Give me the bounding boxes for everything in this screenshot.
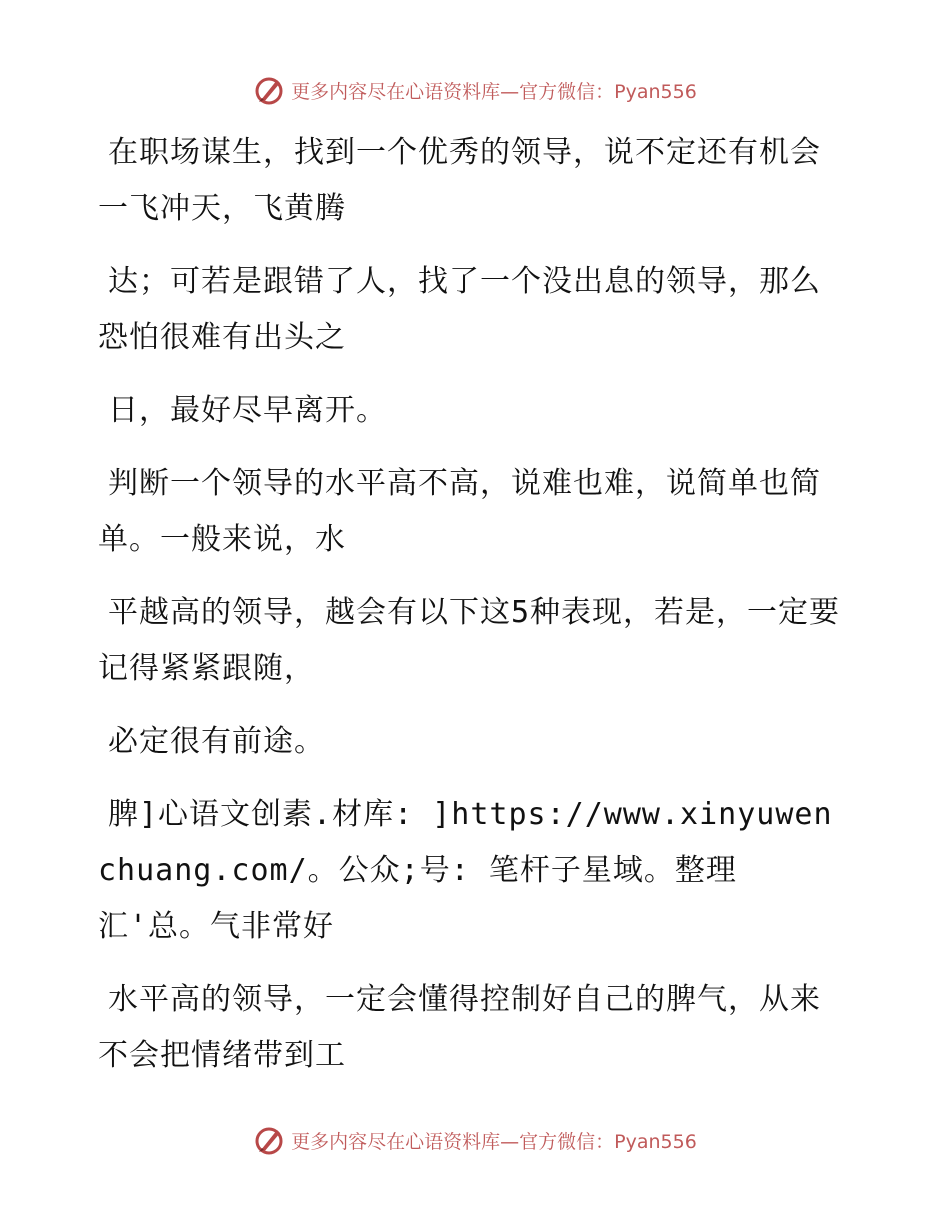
paragraph: 在职场谋生，找到一个优秀的领导，说不定还有机会一飞冲天，飞黄腾 [98,135,821,226]
paragraph: 判断一个领导的水平高不高，说难也难，说简单也简单。一般来说，水 [98,466,821,557]
paragraph-watermark-text: 脾]心语文创素.材库: ]https://www.xinyuwenchuang.com/。公众;号: 笔杆子星域。整理汇'总。气非常好 [98,797,833,944]
footer-banner-text: 更多内容尽在心语资料库—官方微信：Pyan556 [291,1130,697,1153]
paragraph: 必定很有前途。 [108,724,325,759]
quill-circle-logo-icon [253,1124,285,1156]
paragraph: 日，最好尽早离开。 [108,393,387,428]
paragraph: 平越高的领导，越会有以下这5种表现，若是，一定要记得紧紧跟随， [98,595,841,686]
header-banner-text: 更多内容尽在心语资料库—官方微信：Pyan556 [291,80,697,103]
quill-circle-logo-icon [253,74,285,106]
footer-banner [0,1120,950,1160]
document-body [98,125,843,1101]
header-banner [0,70,950,110]
paragraph: 达；可若是跟错了人，找了一个没出息的领导，那么恐怕很难有出头之 [98,264,821,355]
paragraph: 水平高的领导，一定会懂得控制好自己的脾气，从来不会把情绪带到工 [98,982,821,1073]
